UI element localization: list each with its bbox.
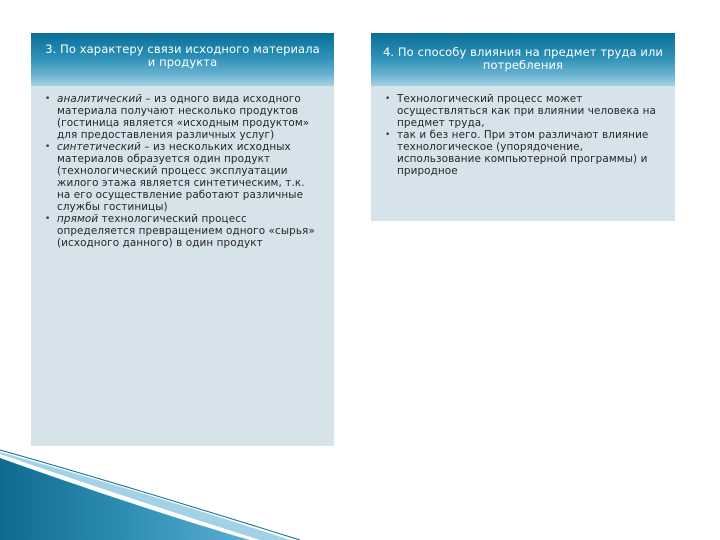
bullet-icon: • (45, 94, 51, 104)
wave-dark (0, 458, 250, 540)
list-item (45, 141, 320, 213)
bullet-icon: • (385, 94, 391, 104)
right-card-body (371, 86, 675, 177)
term-direct: прямой (57, 213, 99, 225)
left-card-body (31, 86, 334, 249)
term-analytical: аналитический (57, 93, 143, 105)
left-card (31, 33, 334, 446)
item-text: – из нескольких исходных материалов образуется один продукт (технологический процесс эксплуатации жилого этажа является синтетическим, т.к. на его осуществление работают различные службы гостиницы) (57, 141, 305, 213)
right-card (371, 33, 675, 221)
list-item (385, 129, 661, 177)
item-text: технологический процесс определяется превращением одного «сырья» (исходного данного) в один продукт (57, 213, 315, 249)
item-text: так и без него. При этом различают влияние технологическое (упорядочение, использование компьютерной программы) и природное (397, 129, 649, 177)
list-item (45, 213, 320, 249)
list-item (45, 93, 320, 141)
right-card-title: 4. По способу влияния на предмет труда или потребления (371, 33, 675, 86)
bullet-icon: • (385, 130, 391, 140)
left-card-title: 3. По характеру связи исходного материала и продукта (31, 33, 334, 86)
bullet-icon: • (45, 142, 51, 152)
term-synthetic: синтетический (57, 141, 141, 153)
item-text: – из одного вида исходного материала получают несколько продуктов (гостиница является «исходным продуктом» для предоставления различных услуг) (57, 93, 310, 141)
bullet-icon: • (45, 214, 51, 224)
decorative-wave (0, 440, 720, 540)
list-item (385, 93, 661, 129)
item-text: Технологический процесс может осуществляться как при влиянии человека на предмет труда, (397, 93, 657, 129)
